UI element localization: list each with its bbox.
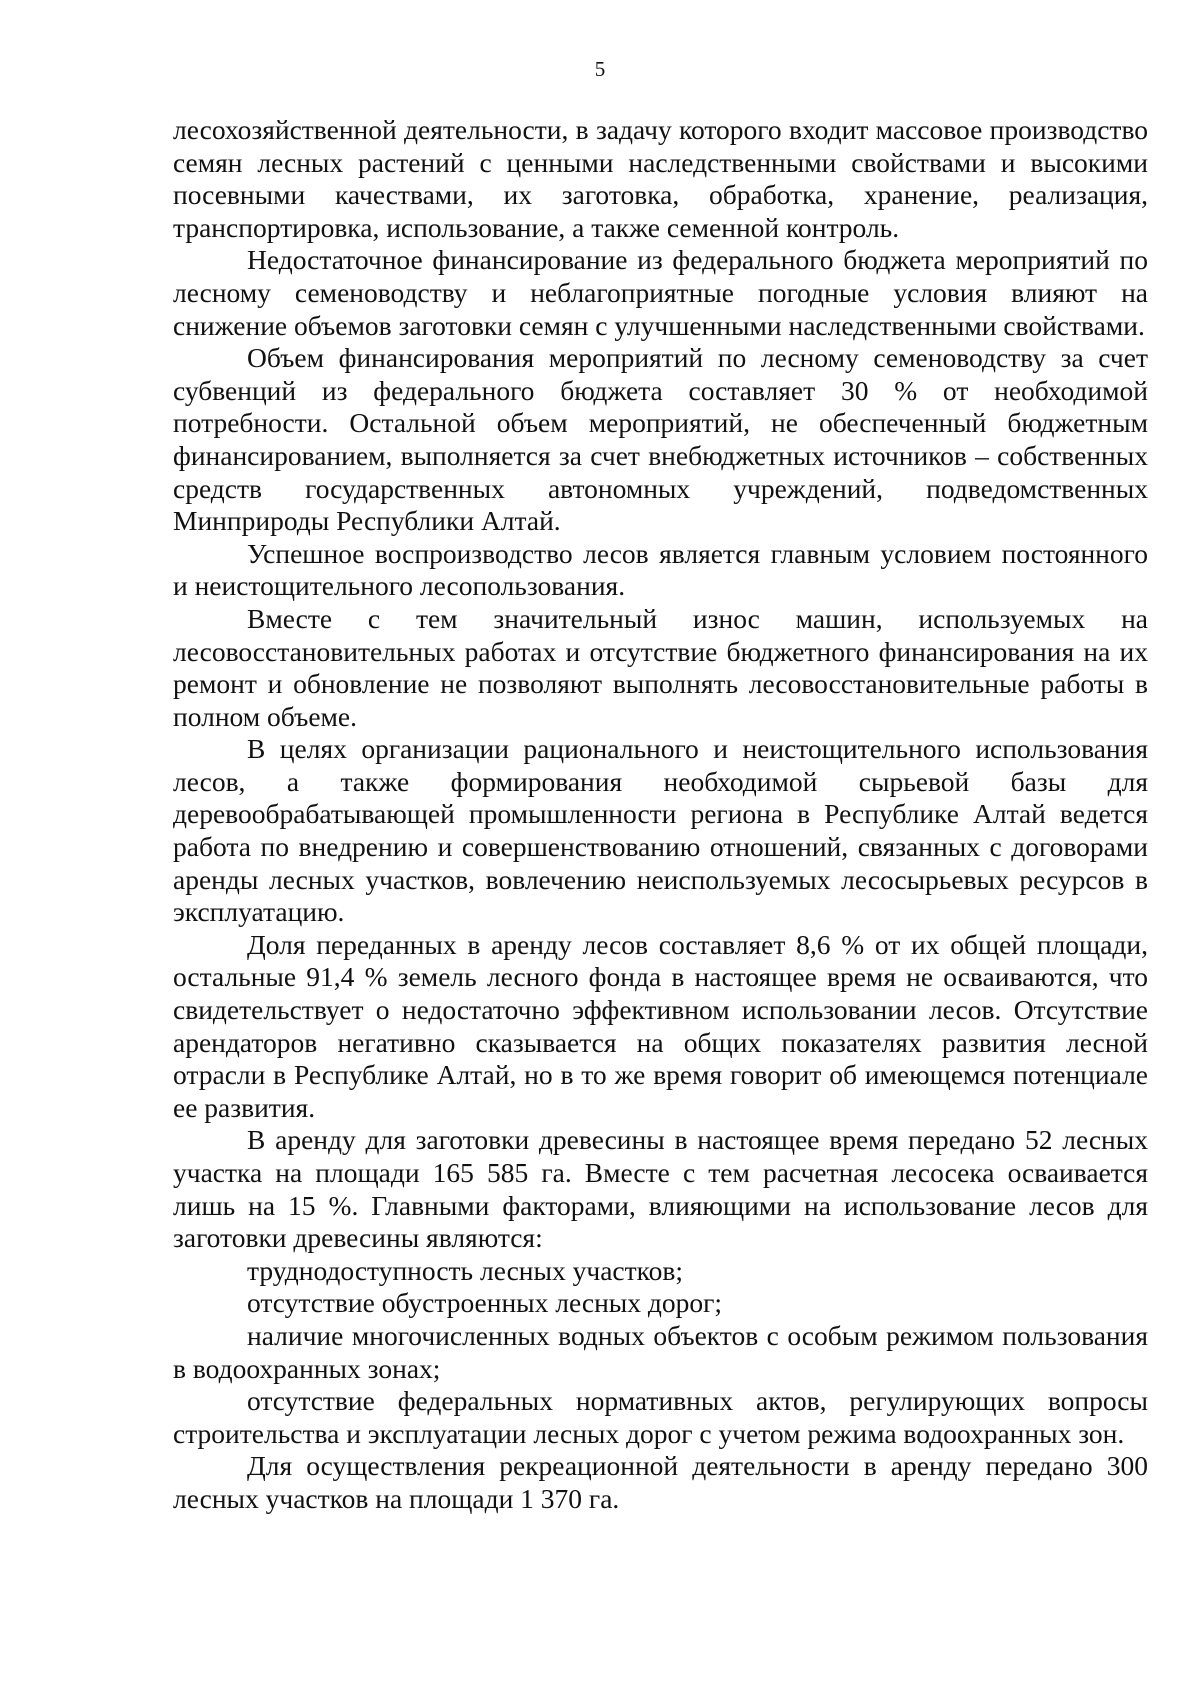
paragraph-recreation-lease: Для осуществления рекреационной деятельности в аренду передано 300 лесных участков на площади 1 370 га. bbox=[173, 1450, 1148, 1514]
paragraph-funding-volume: Объем финансирования мероприятий по лесному семеноводству за счет субвенций из федерального бюджета составляет 30 % от необходимой потребности. Остальной объем мероприятий, не обеспеченный бюджетным финансированием, выполняется за счет внебюджетных источников – собственных средств государственных автономных учреждений, подведомственных Минприроды Республики Алтай. bbox=[173, 342, 1148, 537]
list-item-inaccessibility: труднодоступность лесных участков; bbox=[247, 1254, 683, 1286]
paragraph-reforestation-condition: Успешное воспроизводство лесов является главным условием постоянного и неистощительного лесопользования. bbox=[173, 537, 1148, 602]
list-item-water-objects: наличие многочисленных водных объектов с особым режимом пользования в водоохранных зонах; bbox=[173, 1319, 1148, 1384]
paragraph-timber-lease: В аренду для заготовки древесины в настоящее время передано 52 лесных участка на площади 165 585 га. Вместе с тем расчетная лесосека осваивается лишь на 15 %. Главными факторами, влияющими на использование лесов для заготовки древесины являются: bbox=[173, 1124, 1148, 1254]
paragraph-rational-use: В целях организации рационального и неистощительного использования лесов, а также формирования необходимой сырьевой базы для деревообрабатывающей промышленности региона в Республике Алтай ведется работа по внедрению и совершенствованию отношений, связанных с договорами аренды лесных участков, вовлечению неиспользуемых лесосырьевых ресурсов в эксплуатацию. bbox=[173, 733, 1148, 928]
paragraph-machinery-wear: Вместе с тем значительный износ машин, используемых на лесовосстановительных работах и отсутствие бюджетного финансирования на их ремонт и обновление не позволяют выполнять лесовосстановительные работы в полном объеме. bbox=[173, 602, 1148, 732]
list-item-no-roads: отсутствие обустроенных лесных дорог; bbox=[247, 1287, 723, 1319]
paragraph-insufficient-funding: Недостаточное финансирование из федерального бюджета мероприятий по лесному семеноводству и неблагоприятные погодные условия влияют на снижение объемов заготовки семян с улучшенными наследственными свойствами. bbox=[173, 244, 1148, 341]
list-item-no-federal-acts: отсутствие федеральных нормативных актов, регулирующих вопросы строительства и эксплуатации лесных дорог с учетом режима водоохранных зон. bbox=[173, 1385, 1148, 1449]
page-number: 5 bbox=[594, 57, 606, 81]
paragraph-forest-seed-center-continued: лесохозяйственной деятельности, в задачу которого входит массовое производство семян лесных растений с ценными наследственными свойствами и высокими посевными качествами, их заготовка, обработка, хранение, реализация, транспортировка, использование, а также семенной контроль. bbox=[173, 114, 1148, 243]
document-body bbox=[173, 114, 1148, 1516]
paragraph-lease-share: Доля переданных в аренду лесов составляет 8,6 % от их общей площади, остальные 91,4 % земель лесного фонда в настоящее время не осваиваются, что свидетельствует о недостаточно эффективном использовании лесов. Отсутствие арендаторов негативно сказывается на общих показателях развития лесной отрасли в Республике Алтай, но в то же время говорит об имеющемся потенциале ее развития. bbox=[173, 928, 1148, 1123]
